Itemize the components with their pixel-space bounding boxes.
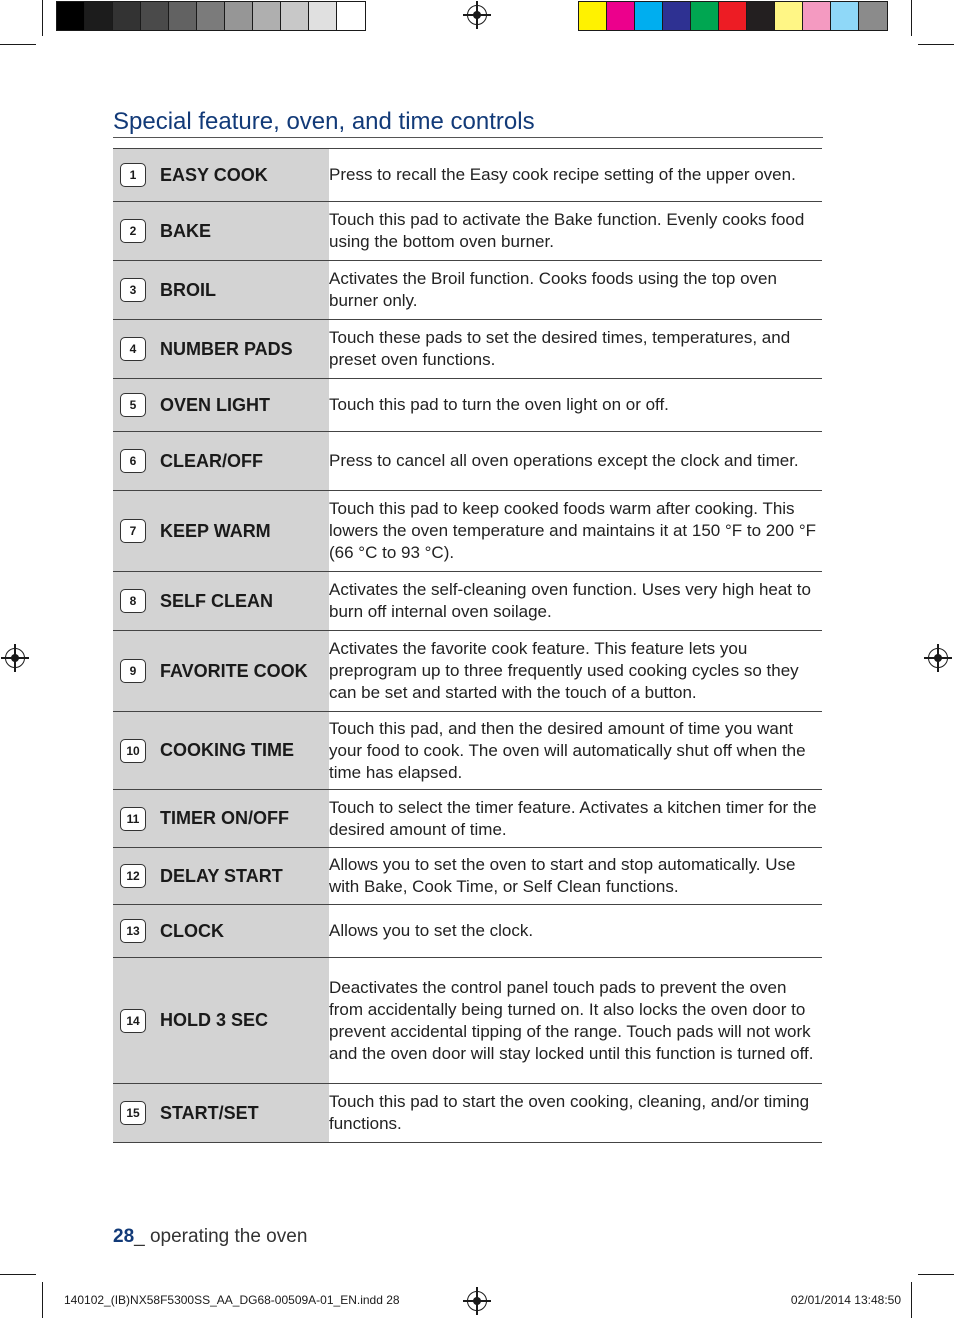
- control-number-badge: 11: [120, 807, 146, 831]
- title-divider: [113, 137, 823, 138]
- control-name: KEEP WARM: [160, 520, 271, 541]
- page-title: Special feature, oven, and time controls: [113, 108, 535, 135]
- section-name: _ operating the oven: [134, 1226, 308, 1247]
- control-description: Activates the favorite cook feature. This feature lets you preprogram up to three frequently used cooking cycles so they can be set and started with the touch of a button.: [329, 639, 799, 702]
- control-description: Touch this pad to turn the oven light on or off.: [329, 395, 669, 414]
- control-number-badge: 2: [120, 219, 146, 243]
- control-key-cell: [113, 379, 329, 432]
- table-row: [113, 905, 822, 958]
- control-key-cell: [113, 261, 329, 320]
- color-swatch: [113, 2, 141, 30]
- control-name: BAKE: [160, 220, 212, 241]
- registration-mark-icon: [5, 648, 25, 668]
- table-row: [113, 572, 822, 631]
- crop-mark: [0, 44, 36, 45]
- control-number-badge: 13: [120, 919, 146, 943]
- color-swatch: [747, 2, 775, 30]
- control-name: SELF CLEAN: [160, 590, 274, 611]
- color-swatch: [691, 2, 719, 30]
- control-name: EASY COOK: [160, 164, 268, 185]
- table-row: [113, 491, 822, 572]
- control-key-cell: [113, 790, 329, 848]
- control-key-cell: [113, 572, 329, 631]
- control-number-badge: 6: [120, 449, 146, 473]
- control-description: Touch this pad to start the oven cooking, cleaning, and/or timing functions.: [329, 1092, 810, 1133]
- control-name: CLEAR/OFF: [160, 450, 263, 471]
- crop-mark: [0, 1274, 36, 1275]
- color-swatch: [719, 2, 747, 30]
- color-swatch: [169, 2, 197, 30]
- color-swatch: [607, 2, 635, 30]
- color-swatch: [141, 2, 169, 30]
- color-swatch: [775, 2, 803, 30]
- table-row: [113, 848, 822, 905]
- control-description: Touch this pad to keep cooked foods warm after cooking. This lowers the oven temperature and maintains it at 150 °F to 200 °F (66 °C to 93 °C).: [329, 499, 817, 562]
- control-key-cell: [113, 491, 329, 572]
- control-number-badge: 12: [120, 864, 146, 888]
- control-name: DELAY START: [160, 865, 283, 886]
- control-name: HOLD 3 SEC: [160, 1010, 269, 1030]
- control-description: Touch these pads to set the desired times, temperatures, and preset oven functions.: [329, 328, 791, 369]
- color-swatch: [281, 2, 309, 30]
- control-key-cell: [113, 848, 329, 905]
- table-row: [113, 712, 822, 790]
- table-row: [113, 379, 822, 432]
- control-key-cell: [113, 631, 329, 712]
- crop-mark: [911, 1282, 912, 1318]
- color-swatch: [225, 2, 253, 30]
- control-name: FAVORITE COOK: [160, 660, 308, 681]
- table-row: [113, 631, 822, 712]
- control-description: Touch to select the timer feature. Activates a kitchen timer for the desired amount of time.: [329, 797, 817, 839]
- control-description: Press to recall the Easy cook recipe setting of the upper oven.: [329, 165, 796, 184]
- color-swatch: [579, 2, 607, 30]
- crop-mark: [911, 0, 912, 36]
- table-row: [113, 320, 822, 379]
- color-swatch: [309, 2, 337, 30]
- control-description: Allows you to set the oven to start and stop automatically. Use with Bake, Cook Time, or Self Clean functions.: [329, 855, 796, 896]
- control-key-cell: [113, 202, 329, 261]
- control-description: Touch this pad, and then the desired amount of time you want your food to cook. The oven will automatically shut off when the time has elapsed.: [329, 718, 806, 782]
- control-number-badge: 1: [120, 163, 146, 187]
- control-name: START/SET: [160, 1102, 259, 1123]
- control-name: NUMBER PADS: [160, 338, 293, 359]
- control-key-cell: [113, 149, 329, 202]
- control-number-badge: 8: [120, 589, 146, 613]
- registration-mark-icon: [467, 5, 487, 25]
- page-footer: [113, 1226, 307, 1248]
- table-row: [113, 149, 822, 202]
- file-slug: 140102_(IB)NX58F5300SS_AA_DG68-00509A-01_EN.indd 28: [64, 1293, 400, 1307]
- table-row: [113, 1084, 822, 1143]
- color-swatch: [803, 2, 831, 30]
- control-name: OVEN LIGHT: [160, 394, 271, 415]
- control-name: COOKING TIME: [160, 740, 294, 760]
- control-key-cell: [113, 712, 329, 790]
- color-swatch: [859, 2, 887, 30]
- color-swatch: [197, 2, 225, 30]
- control-name: CLOCK: [160, 920, 224, 941]
- page-number: 28: [113, 1226, 135, 1247]
- control-description: Touch this pad to activate the Bake function. Evenly cooks food using the bottom oven burner.: [329, 210, 805, 251]
- table-row: [113, 958, 822, 1084]
- controls-table: [113, 148, 822, 1143]
- control-description: Press to cancel all oven operations except the clock and timer.: [329, 451, 799, 470]
- control-number-badge: 10: [120, 739, 146, 763]
- control-number-badge: 5: [120, 393, 146, 417]
- color-swatch: [253, 2, 281, 30]
- crop-mark: [918, 1274, 954, 1275]
- control-name: BROIL: [160, 279, 216, 300]
- control-number-badge: 3: [120, 278, 146, 302]
- crop-mark: [918, 44, 954, 45]
- color-swatch: [337, 2, 365, 30]
- color-swatch: [57, 2, 85, 30]
- table-row: [113, 432, 822, 491]
- control-description: Allows you to set the clock.: [329, 921, 534, 940]
- print-datetime: 02/01/2014 13:48:50: [790, 1293, 901, 1307]
- control-number-badge: 7: [120, 519, 146, 543]
- control-description: Activates the Broil function. Cooks foods using the top oven burner only.: [329, 269, 777, 310]
- color-swatch: [831, 2, 859, 30]
- grayscale-color-bar: [56, 1, 366, 31]
- control-description: Deactivates the control panel touch pads to prevent the oven from accidentally being turned on. It also locks the oven door to prevent accidental tipping of the range. Touch pads will not work and the oven door will stay locked until this function is turned off.: [329, 977, 814, 1063]
- control-key-cell: [113, 1084, 329, 1143]
- control-number-badge: 14: [120, 1009, 146, 1033]
- registration-mark-icon: [928, 648, 948, 668]
- control-number-badge: 4: [120, 337, 146, 361]
- registration-mark-icon: [467, 1291, 487, 1311]
- control-number-badge: 15: [120, 1101, 146, 1125]
- color-swatch: [635, 2, 663, 30]
- control-description: Activates the self-cleaning oven function. Uses very high heat to burn off internal oven soilage.: [329, 580, 811, 621]
- color-swatch: [663, 2, 691, 30]
- control-key-cell: [113, 958, 329, 1084]
- crop-mark: [42, 0, 43, 36]
- crop-mark: [42, 1282, 43, 1318]
- table-row: [113, 261, 822, 320]
- process-color-bar: [578, 1, 888, 31]
- color-swatch: [85, 2, 113, 30]
- control-key-cell: [113, 905, 329, 958]
- control-number-badge: 9: [120, 659, 146, 683]
- table-row: [113, 202, 822, 261]
- control-key-cell: [113, 432, 329, 491]
- control-key-cell: [113, 320, 329, 379]
- table-row: [113, 790, 822, 848]
- control-name: TIMER ON/OFF: [160, 808, 289, 828]
